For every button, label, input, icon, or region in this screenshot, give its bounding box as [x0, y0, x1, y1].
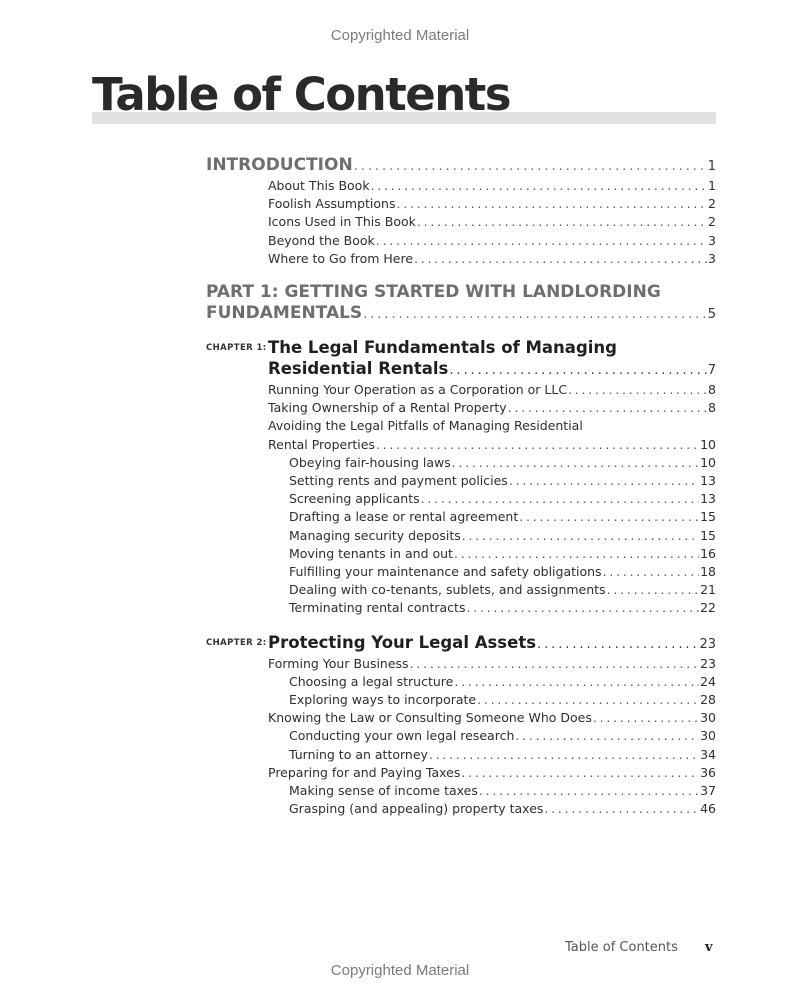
dot-leader — [371, 177, 707, 195]
page-footer — [565, 940, 713, 955]
dot-leader — [568, 381, 707, 399]
toc-subentry[interactable]: Grasping (and appealing) property taxes . . . 46 — [206, 800, 716, 818]
toc-entry[interactable]: Foolish Assumptions . . . 2 — [206, 195, 716, 213]
toc-subentry[interactable]: Obeying fair-housing laws . . . 10 — [206, 454, 716, 472]
spacer — [206, 618, 716, 632]
toc-subentry[interactable]: Moving tenants in and out . . . 16 — [206, 545, 716, 563]
toc-subentry[interactable]: Choosing a legal structure . . . 24 — [206, 673, 716, 691]
dot-leader — [515, 727, 699, 745]
dot-leader — [454, 545, 699, 563]
toc-subentry[interactable]: Turning to an attorney . . . 34 — [206, 746, 716, 764]
dot-leader — [363, 304, 707, 325]
toc-subentry[interactable]: Terminating rental contracts . . . 22 — [206, 599, 716, 617]
dot-leader — [466, 599, 699, 617]
toc-entry[interactable]: Icons Used in This Book . . . 2 — [206, 213, 716, 231]
dot-leader — [607, 581, 700, 599]
dot-leader — [429, 746, 699, 764]
toc-chapter-2[interactable]: CHAPTER 2: Protecting Your Legal Assets . . . 23 — [206, 632, 716, 655]
toc-subentry[interactable]: Dealing with co-tenants, sublets, and assignments . . . 21 — [206, 581, 716, 599]
toc-subentry[interactable]: Drafting a lease or rental agreement . . . 15 — [206, 508, 716, 526]
page-title-block — [92, 68, 716, 122]
toc-entry[interactable]: Where to Go from Here . . . 3 — [206, 250, 716, 268]
dot-leader — [454, 673, 699, 691]
chapter-label: CHAPTER 2: — [206, 637, 267, 648]
chapter-label: CHAPTER 1: — [206, 343, 267, 354]
dot-leader — [417, 213, 707, 231]
toc-subentry[interactable]: Conducting your own legal research . . . 30 — [206, 727, 716, 745]
toc-entry[interactable]: Beyond the Book . . . 3 — [206, 232, 716, 250]
toc-entry[interactable]: Forming Your Business . . . 23 — [206, 655, 716, 673]
toc-entry[interactable]: About This Book . . . 1 — [206, 177, 716, 195]
table-of-contents — [206, 155, 716, 818]
dot-leader — [376, 436, 699, 454]
dot-leader — [461, 764, 699, 782]
toc-entry[interactable]: Avoiding the Legal Pitfalls of Managing Residential Rental Properties . . . 10 — [206, 417, 716, 453]
dot-leader — [410, 655, 700, 673]
dot-leader — [396, 195, 707, 213]
dot-leader — [479, 782, 699, 800]
toc-subentry[interactable]: Fulfilling your maintenance and safety obligations . . . 18 — [206, 563, 716, 581]
copyright-watermark-top: Copyrighted Material — [330, 27, 470, 44]
dot-leader — [537, 634, 698, 655]
toc-entry[interactable]: Taking Ownership of a Rental Property . . . 8 — [206, 399, 716, 417]
dot-leader — [462, 527, 699, 545]
toc-chapter-1[interactable]: CHAPTER 1: The Legal Fundamentals of Managing Residential Rentals . . . 7 — [206, 337, 716, 381]
dot-leader — [508, 399, 707, 417]
copyright-watermark-bottom: Copyrighted Material — [330, 962, 470, 979]
toc-subentry[interactable]: Making sense of income taxes . . . 37 — [206, 782, 716, 800]
toc-entry[interactable]: Preparing for and Paying Taxes . . . 36 — [206, 764, 716, 782]
running-head: Table of Contents — [565, 940, 678, 955]
spacer — [206, 325, 716, 337]
toc-entry[interactable]: Running Your Operation as a Corporation or LLC . . . 8 — [206, 381, 716, 399]
toc-part-1[interactable]: PART 1: GETTING STARTED WITH LANDLORDING FUNDAMENTALS . . . 5 — [206, 282, 716, 325]
dot-leader — [414, 250, 707, 268]
toc-subentry[interactable]: Screening applicants . . . 13 — [206, 490, 716, 508]
toc-entry[interactable]: Knowing the Law or Consulting Someone Who Does . . . 30 — [206, 709, 716, 727]
dot-leader — [421, 490, 699, 508]
toc-subentry[interactable]: Managing security deposits . . . 15 — [206, 527, 716, 545]
dot-leader — [509, 472, 699, 490]
spacer — [206, 268, 716, 282]
dot-leader — [544, 800, 699, 818]
dot-leader — [354, 156, 707, 177]
dot-leader — [477, 691, 699, 709]
dot-leader — [452, 454, 699, 472]
dot-leader — [449, 360, 706, 381]
dot-leader — [376, 232, 707, 250]
toc-introduction[interactable]: INTRODUCTION . . . 1 — [206, 155, 716, 177]
toc-subentry[interactable]: Exploring ways to incorporate . . . 28 — [206, 691, 716, 709]
toc-subentry[interactable]: Setting rents and payment policies . . . 13 — [206, 472, 716, 490]
dot-leader — [519, 508, 699, 526]
page-number: v — [705, 940, 713, 955]
dot-leader — [593, 709, 699, 727]
page-title: Table of Contents — [92, 68, 511, 121]
dot-leader — [603, 563, 700, 581]
